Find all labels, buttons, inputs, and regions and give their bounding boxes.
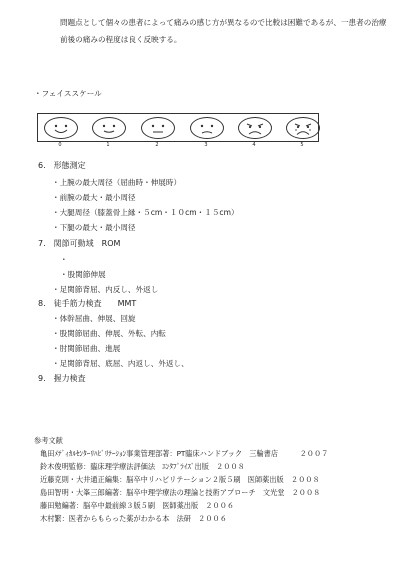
- section-6-item: ・下腿の最大・最小周径: [52, 223, 136, 232]
- section-8-item: ・足関節背屈、底屈、内返し、外返し、: [52, 359, 189, 368]
- section-8-item: ・肘関節屈曲、進展: [52, 344, 121, 353]
- section-8-item: ・体幹屈曲、伸展、回旋: [52, 314, 136, 323]
- reference-item: 近藤克則・大井通正編集：脳卒中リハビリテーション２版５刷 医師薬出版 ２００８: [40, 475, 320, 484]
- section-6-heading: 6. 形態測定: [38, 161, 86, 170]
- reference-item: 島田智明・大峯三郎編著：脳卒中理学療法の理論と技術アプローチ 文光堂 ２００８: [40, 488, 321, 497]
- reference-item: 木村繁：医者からもらった薬がわかる本 法研 ２００６: [40, 514, 227, 523]
- section-8-heading: 8. 徒手筋力検査 MMT: [38, 299, 137, 308]
- face-4-icon: [238, 117, 272, 139]
- reference-item: 鈴木俊明監修：臨床理学療法評価法 ｴﾝﾀﾌﾟﾗｲｽﾞ出版 ２００８: [40, 462, 245, 471]
- face-2-icon: [141, 117, 175, 139]
- section-9-heading: 9. 握力検査: [38, 374, 86, 383]
- face-scale-box: [37, 113, 319, 142]
- face-label-4: 4: [252, 142, 256, 148]
- face-label-5: 5: [300, 142, 304, 148]
- references-heading: 参考文献: [34, 436, 63, 445]
- section-7-item: ・股関節伸展: [60, 270, 106, 279]
- section-8-item: ・股関節屈曲、伸展、外転、内転: [52, 329, 166, 338]
- intro-paragraph: 問題点として個々の患者によって痛みの感じ方が異なるので比較は困難であるが、一患者の治療前後の痛みの程度は良く反映する。: [60, 18, 387, 44]
- face-0-icon: [44, 117, 78, 139]
- section-7-item: ・足関節背屈、内反し、外返し: [52, 285, 159, 294]
- face-5-icon: [286, 117, 320, 139]
- section-6-item: ・大腿周径（膝蓋骨上縁・５cm・１０cm・１５cm）: [52, 208, 239, 217]
- reference-item: 亀田ﾒﾃﾞｨｶﾙｾﾝﾀｰﾘﾊﾋﾞﾘﾃｰｼｮﾝ事業管理部著：PT臨床ハンドブック 三輪書店 ２００７: [40, 449, 329, 458]
- face-3-icon: [190, 117, 224, 139]
- section-7-item: ・: [60, 255, 68, 264]
- face-label-1: 1: [106, 142, 110, 148]
- face-1-icon: [92, 117, 126, 139]
- reference-item: 藤田勉編著：脳卒中最前線３版５刷 医師薬出版 ２００６: [40, 501, 235, 510]
- face-label-3: 3: [204, 142, 208, 148]
- face-scale-heading: ・フェイススケール: [34, 89, 102, 98]
- face-label-0: 0: [58, 142, 62, 148]
- section-6-item: ・上腕の最大周径（屈曲時・伸展時）: [52, 178, 182, 187]
- face-label-2: 2: [155, 142, 159, 148]
- section-6-item: ・前腕の最大・最小周径: [52, 193, 136, 202]
- section-7-heading: 7. 関節可動域 ROM: [38, 239, 121, 248]
